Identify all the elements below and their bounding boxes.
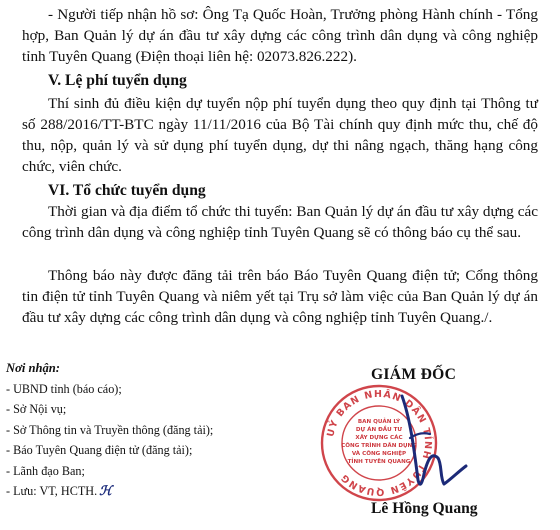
seal-ring-text: UỶ BAN NHÂN DÂN TỈNH TUYÊN QUANG xyxy=(325,388,434,498)
section-5-body: Thí sinh đủ điều kiện dự tuyển nộp phí tuyển dụng theo quy định tại Thông tư số 288/2016/TT-BTC ngày 11/11/2016 của Bộ Tài chính quy định mức thu, chế độ thu, nộp, quản lý và sử dụng phí tuyển dụng, dự thi nâng ngạch, thăng hạng công chức, viên chức. xyxy=(22,95,538,175)
signer-title: GIÁM ĐỐC xyxy=(371,366,457,383)
recipient-item: - Sở Nội vụ; xyxy=(6,402,67,416)
seal-center-line: TỈNH TUYÊN QUANG xyxy=(347,459,411,465)
seal-center-line: DỰ ÁN ĐẦU TƯ xyxy=(355,427,403,433)
archive-text: - Lưu: VT, HCTH. xyxy=(6,484,98,498)
handwritten-initials: ℋ xyxy=(99,483,112,498)
recipients-block xyxy=(6,358,256,502)
section-5-heading: V. Lệ phí tuyển dụng xyxy=(48,72,187,89)
section-6-body-2: Thông báo này được đăng tải trên báo Báo Tuyên Quang điện tử; Cổng thông tin điện tử tỉnh Tuyên Quang và niêm yết tại Trụ sở làm việc của Ban Quản lý dự án đầu tư xây dựng các công trình dân dụng và công nghiệp tỉnh Tuyên Quang./. xyxy=(22,267,538,326)
handwritten-signature xyxy=(380,388,480,498)
recipients-title: Nơi nhận: xyxy=(6,361,61,375)
recipient-item: - Lãnh đạo Ban; xyxy=(6,463,85,478)
seal-center-line: VÀ CÔNG NGHIỆP xyxy=(351,451,407,457)
section-6-heading: VI. Tổ chức tuyển dụng xyxy=(48,182,206,199)
recipient-item-archive xyxy=(6,481,256,502)
recipient-item: - UBND tỉnh (báo cáo); xyxy=(6,381,122,396)
recipient-item: - Sở Thông tin và Truyền thông (đăng tải); xyxy=(6,422,214,437)
recipient-item: - Báo Tuyên Quang điện tử (đăng tải); xyxy=(6,443,193,457)
section-6-body-1: Thời gian và địa điểm tổ chức thi tuyển: Ban Quản lý dự án đầu tư xây dựng các công trình dân dụng và công nghiệp tỉnh Tuyên Quang sẽ có thông báo cụ thể sau. xyxy=(22,203,538,241)
seal-center-line: CÔNG TRÌNH DÂN DỤNG xyxy=(341,443,417,449)
receiver-paragraph: - Người tiếp nhận hồ sơ: Ông Tạ Quốc Hoàn, Trưởng phòng Hành chính - Tổng hợp, Ban Quản lý dự án đầu tư xây dựng các công trình dân dụng và công nghiệp tỉnh Tuyên Quang (Điện thoại liên hệ: 02073.826.222). xyxy=(22,6,538,65)
signer-name: Lê Hồng Quang xyxy=(371,500,478,517)
seal-center-line: XÂY DỰNG CÁC xyxy=(355,435,403,441)
seal-center-line: BAN QUẢN LÝ xyxy=(357,419,401,425)
